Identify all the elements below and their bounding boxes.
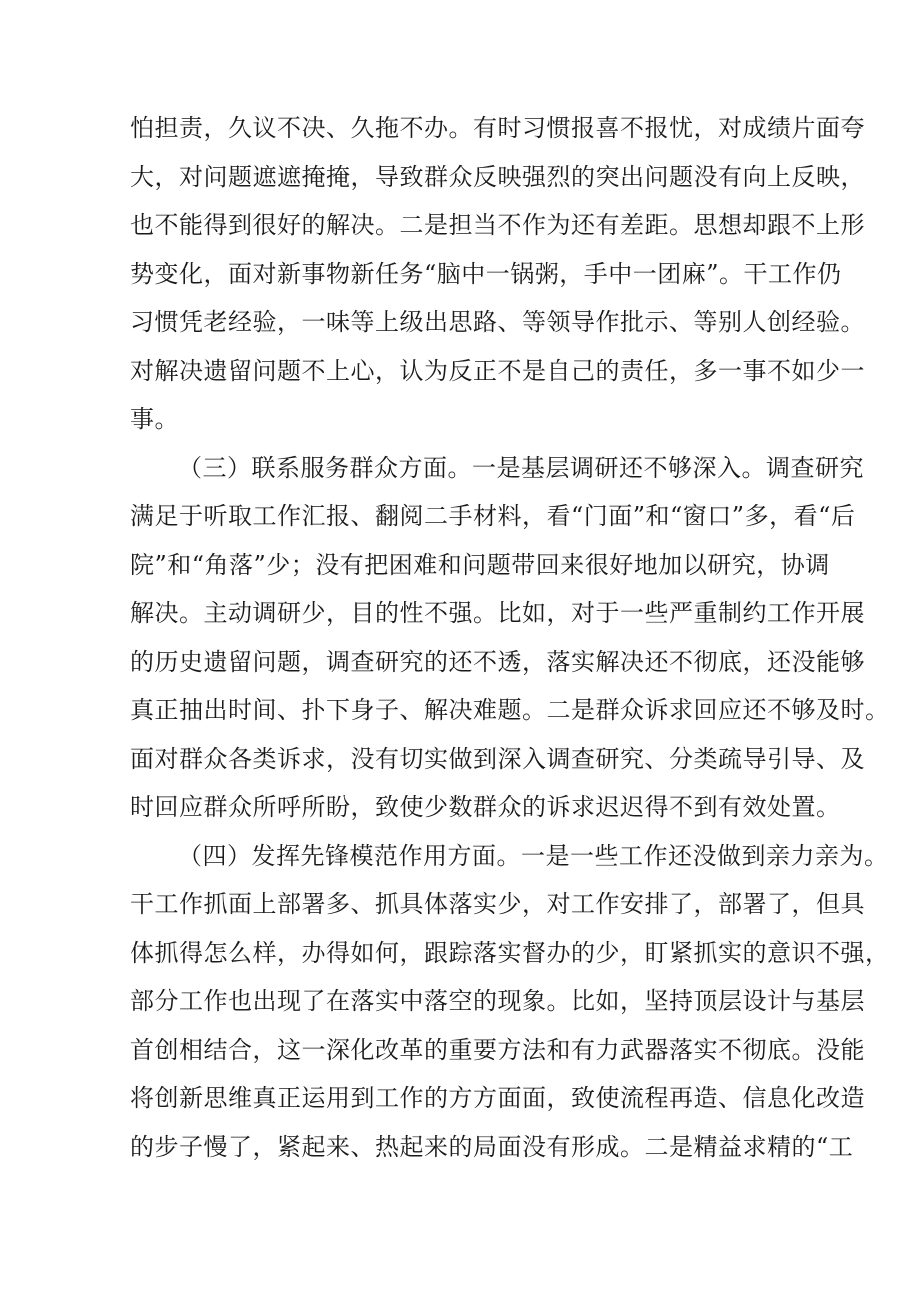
text-line: 体抓得怎么样，办得如何，跟踪落实督办的少，盯紧抓实的意识不强， bbox=[130, 938, 890, 967]
body-text bbox=[130, 104, 890, 1171]
section-heading-line: （三）联系服务群众方面。一是基层调研还不够深入。调查研究 bbox=[178, 453, 864, 482]
text-line: 真正抽出时间、扑下身子、解决难题。二是群众诉求回应还不够及时。 bbox=[130, 696, 890, 724]
text-line: 面对群众各类诉求，没有切实做到深入调查研究、分类疏导引导、及 bbox=[130, 744, 865, 773]
section-heading-line: （四）发挥先锋模范作用方面。一是一些工作还没做到亲力亲为。 bbox=[178, 841, 889, 870]
text-line: 怕担责，久议不决、久拖不办。有时习惯报喜不报忧，对成绩片面夸 bbox=[130, 114, 865, 142]
text-line: 也不能得到很好的解决。二是担当不作为还有差距。思想却跟不上形 bbox=[130, 211, 865, 239]
text-line: 满足于听取工作汇报、翻阅二手材料，看“门面”和“窗口”多，看“后 bbox=[130, 502, 856, 530]
text-line: 事。 bbox=[130, 405, 179, 433]
text-line: 首创相结合，这一深化改革的重要方法和有力武器落实不彻底。没能 bbox=[130, 1035, 865, 1064]
text-line: 大，对问题遮遮掩掩，导致群众反映强烈的突出问题没有向上反映， bbox=[130, 162, 865, 191]
text-line: 的步子慢了，紧起来、热起来的局面没有形成。二是精益求精的“工 bbox=[130, 1132, 854, 1161]
text-line: 时回应群众所呼所盼，致使少数群众的诉求迟迟得不到有效处置。 bbox=[130, 793, 841, 821]
text-line: 解决。主动调研少，目的性不强。比如，对于一些严重制约工作开展 bbox=[130, 599, 865, 627]
text-line: 部分工作也出现了在落实中落空的现象。比如，坚持顶层设计与基层 bbox=[130, 987, 865, 1015]
text-line: 的历史遗留问题，调查研究的还不透，落实解决还不彻底，还没能够 bbox=[130, 647, 865, 676]
text-line: 势变化，面对新事物新任务“脑中一锅粥，手中一团麻”。干工作仍 bbox=[130, 259, 842, 288]
text-line: 将创新思维真正运用到工作的方方面面，致使流程再造、信息化改造 bbox=[130, 1084, 865, 1112]
text-line: 对解决遗留问题不上心，认为反正不是自己的责任，多一事不如少一 bbox=[130, 356, 865, 385]
text-line: 干工作抓面上部署多、抓具体落实少，对工作安排了，部署了，但具 bbox=[130, 890, 865, 918]
text-line: 习惯凭老经验，一味等上级出思路、等领导作批示、等别人创经验。 bbox=[130, 308, 865, 336]
text-line: 院”和“角落”少；没有把困难和问题带回来很好地加以研究，协调 bbox=[130, 550, 830, 579]
